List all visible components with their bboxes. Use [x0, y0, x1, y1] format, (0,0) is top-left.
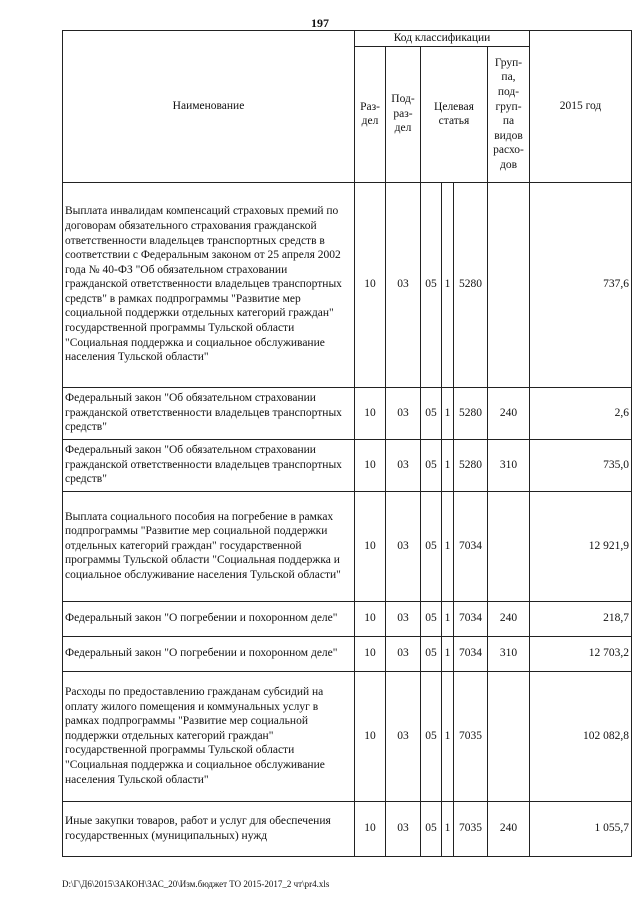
row-target-program: 05 — [421, 491, 442, 601]
header-subsection: Под-раз-дел — [386, 46, 421, 182]
row-target-program: 05 — [421, 601, 442, 636]
header-name: Наименование — [63, 31, 355, 183]
row-amount: 12 703,2 — [530, 636, 632, 671]
row-name: Федеральный закон "О погребении и похоронном деле" — [63, 601, 355, 636]
row-target-direction: 5280 — [454, 387, 488, 439]
row-section: 10 — [355, 182, 386, 387]
row-target-program: 05 — [421, 439, 442, 491]
row-expense-type: 240 — [488, 387, 530, 439]
row-subsection: 03 — [386, 636, 421, 671]
row-section: 10 — [355, 801, 386, 856]
row-target-subprogram: 1 — [442, 439, 454, 491]
row-section: 10 — [355, 387, 386, 439]
row-amount: 102 082,8 — [530, 671, 632, 801]
row-target-direction: 7034 — [454, 601, 488, 636]
row-section: 10 — [355, 601, 386, 636]
header-year: 2015 год — [530, 31, 632, 183]
table-row — [63, 182, 632, 387]
row-subsection: 03 — [386, 491, 421, 601]
row-expense-type — [488, 182, 530, 387]
header-expense-type: Груп-па, под-груп-па видов расхо-дов — [488, 46, 530, 182]
row-target-program: 05 — [421, 387, 442, 439]
row-target-direction: 7035 — [454, 801, 488, 856]
row-expense-type: 240 — [488, 801, 530, 856]
row-target-direction: 7034 — [454, 636, 488, 671]
row-target-subprogram: 1 — [442, 801, 454, 856]
row-subsection: 03 — [386, 182, 421, 387]
table-row — [63, 671, 632, 801]
row-name: Выплата инвалидам компенсаций страховых премий по договорам обязательного страхования гражданской ответственности владельцев транспортных средств в соответствии с Федеральным законом от 25 апреля 2002 года № 40-ФЗ "Об обязательном страховании гражданской ответственности владельцев транспортных средств" в рамках подпрограммы "Развитие мер социальной поддержки отдельных категорий граждан" государственной программы Тульской области "Социальная поддержка и социальное обслуживание населения Тульской области" — [63, 182, 355, 387]
row-amount: 735,0 — [530, 439, 632, 491]
table-row — [63, 491, 632, 601]
row-section: 10 — [355, 636, 386, 671]
row-name: Федеральный закон "Об обязательном страховании гражданской ответственности владельцев транспортных средств" — [63, 439, 355, 491]
row-amount: 12 921,9 — [530, 491, 632, 601]
row-expense-type: 310 — [488, 439, 530, 491]
row-target-program: 05 — [421, 671, 442, 801]
table-row — [63, 439, 632, 491]
table-row — [63, 601, 632, 636]
row-expense-type — [488, 671, 530, 801]
row-target-subprogram: 1 — [442, 636, 454, 671]
row-subsection: 03 — [386, 801, 421, 856]
page-number: 197 — [311, 16, 329, 30]
budget-table — [62, 30, 632, 857]
row-subsection: 03 — [386, 601, 421, 636]
header-section: Раз-дел — [355, 46, 386, 182]
row-target-direction: 7034 — [454, 491, 488, 601]
row-target-program: 05 — [421, 636, 442, 671]
row-subsection: 03 — [386, 671, 421, 801]
row-name: Расходы по предоставлению гражданам субсидий на оплату жилого помещения и коммунальных услуг в рамках подпрограммы "Развитие мер социальной поддержки отдельных категорий граждан" государственной программы Тульской области "Социальная поддержка и социальное обслуживание населения Тульской области" — [63, 671, 355, 801]
row-expense-type: 240 — [488, 601, 530, 636]
row-section: 10 — [355, 491, 386, 601]
row-amount: 1 055,7 — [530, 801, 632, 856]
header-target-article: Целевая статья — [421, 46, 488, 182]
row-name: Иные закупки товаров, работ и услуг для обеспечения государственных (муниципальных) нужд — [63, 801, 355, 856]
row-target-subprogram: 1 — [442, 387, 454, 439]
row-target-direction: 5280 — [454, 182, 488, 387]
table-row — [63, 636, 632, 671]
row-expense-type: 310 — [488, 636, 530, 671]
row-section: 10 — [355, 671, 386, 801]
row-target-direction: 5280 — [454, 439, 488, 491]
row-expense-type — [488, 491, 530, 601]
row-name: Федеральный закон "О погребении и похоронном деле" — [63, 636, 355, 671]
header-classification-code: Код классификации — [355, 31, 530, 47]
row-name: Выплата социального пособия на погребение в рамках подпрограммы "Развитие мер социальной поддержки отдельных категорий граждан" государственной программы Тульской области "Социальная поддержка и социальное обслуживание населения Тульской области" — [63, 491, 355, 601]
table-row — [63, 387, 632, 439]
row-target-program: 05 — [421, 801, 442, 856]
row-target-program: 05 — [421, 182, 442, 387]
row-name: Федеральный закон "Об обязательном страховании гражданской ответственности владельцев транспортных средств" — [63, 387, 355, 439]
row-subsection: 03 — [386, 439, 421, 491]
row-section: 10 — [355, 439, 386, 491]
row-target-subprogram: 1 — [442, 601, 454, 636]
row-subsection: 03 — [386, 387, 421, 439]
row-amount: 218,7 — [530, 601, 632, 636]
row-amount: 737,6 — [530, 182, 632, 387]
table-row — [63, 801, 632, 856]
row-target-direction: 7035 — [454, 671, 488, 801]
row-target-subprogram: 1 — [442, 491, 454, 601]
row-amount: 2,6 — [530, 387, 632, 439]
row-target-subprogram: 1 — [442, 182, 454, 387]
row-target-subprogram: 1 — [442, 671, 454, 801]
file-path-footer: D:\Г\Д6\2015\ЗАКОН\ЗАС_20\Изм.бюджет ТО 2015-2017_2 чт\pr4.xls — [62, 879, 330, 889]
